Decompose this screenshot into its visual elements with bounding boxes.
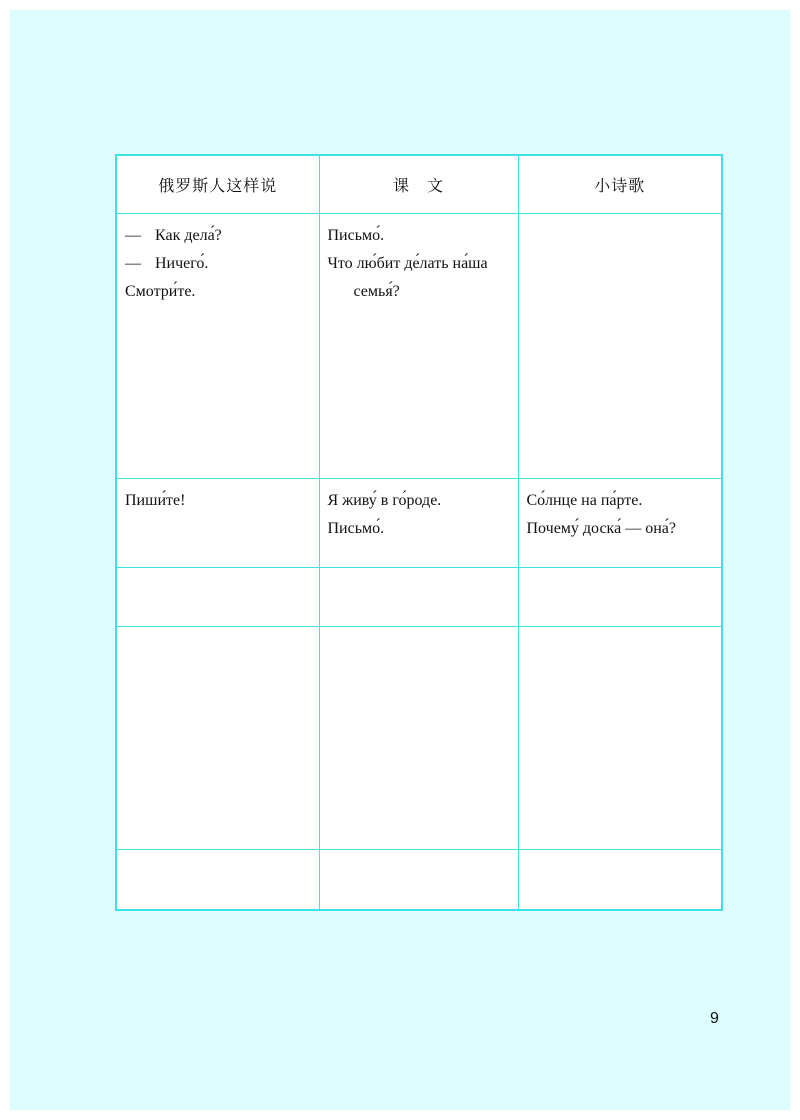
header-phrases: 俄罗斯人这样说 (116, 155, 319, 213)
table-cell-empty (116, 849, 319, 910)
table-row (116, 626, 722, 849)
table-cell-empty (518, 213, 722, 478)
table-header-row (116, 155, 722, 213)
text-title: Что лю́бит де́лать на́ша (327, 254, 488, 272)
table-cell-empty (518, 849, 722, 910)
page-background (10, 10, 790, 1110)
table-cell (116, 478, 319, 567)
table-cell-empty (116, 626, 319, 849)
header-text: 课 文 (319, 155, 518, 213)
dash-mark: — (125, 254, 141, 272)
lesson-table (115, 154, 723, 911)
phrase-text: Пиши́те! (125, 491, 186, 509)
table-cell-empty (518, 626, 722, 849)
phrase-text: Ничего́. (155, 254, 209, 272)
phrase-text: Смотри́те. (125, 282, 196, 300)
text-title-continued: семья́? (353, 282, 400, 300)
table-row (116, 478, 722, 567)
table-row (116, 213, 722, 478)
dialogue-line (125, 222, 311, 250)
dialogue-line (125, 250, 311, 278)
table-row (116, 849, 722, 910)
table-cell (319, 478, 518, 567)
table-cell (319, 213, 518, 478)
table-cell-empty (319, 567, 518, 626)
text-title: Я живу́ в го́роде. (327, 491, 442, 509)
table-cell-empty (319, 849, 518, 910)
table-cell-empty (518, 567, 722, 626)
table-row (116, 567, 722, 626)
header-poem: 小诗歌 (518, 155, 722, 213)
table-cell-empty (116, 567, 319, 626)
page-number: 9 (710, 1010, 719, 1027)
table-cell (116, 213, 319, 478)
dash-mark: — (125, 226, 141, 244)
poem-title: Со́лнце на па́рте. (526, 491, 643, 509)
text-title: Письмо́. (327, 519, 385, 537)
poem-title: Почему́ доска́ — она́? (526, 519, 676, 537)
text-title: Письмо́. (327, 226, 385, 244)
phrase-text: Как дела́? (155, 226, 222, 244)
table-cell-empty (319, 626, 518, 849)
table-cell (518, 478, 722, 567)
